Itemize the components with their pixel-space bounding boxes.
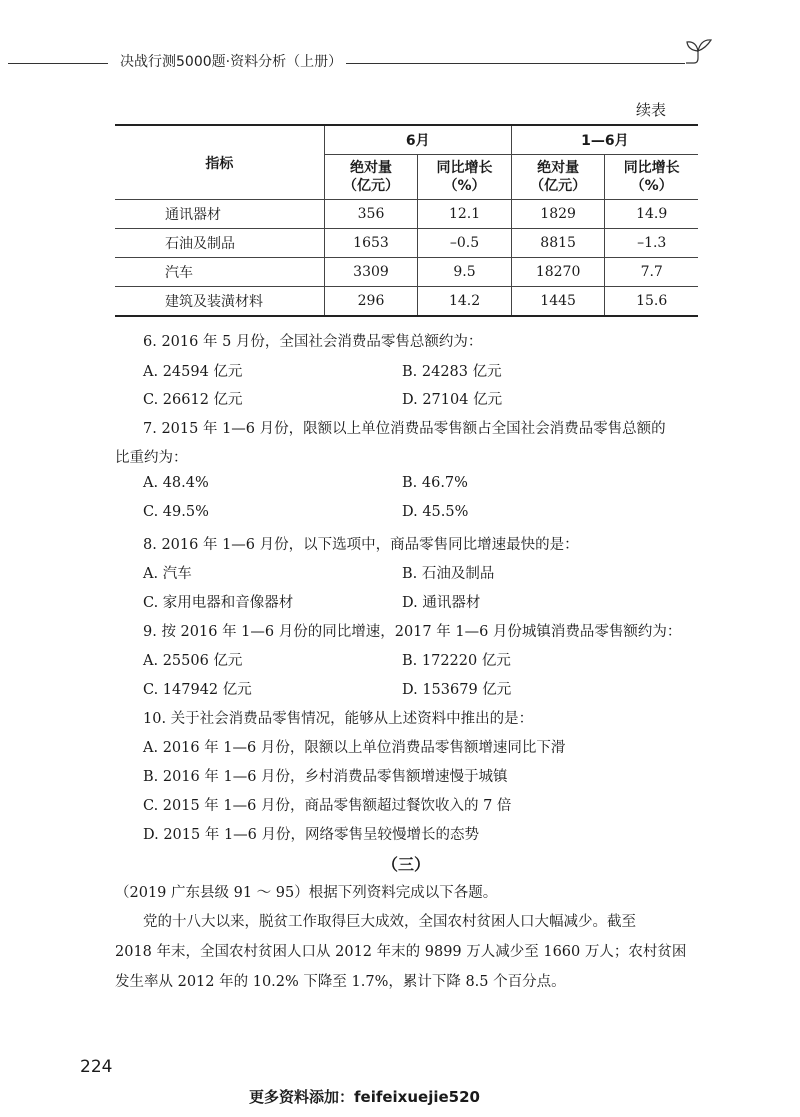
paragraph-line-2: 2018 年末，全国农村贫困人口从 2012 年末的 9899 万人减少至 1660 万人；农村贫困 [115,944,687,960]
question-6-stem: 6. 2016 年 5 月份，全国社会消费品零售总额约为： [143,334,483,350]
cell: 15.6 [605,287,698,317]
table-row [115,229,698,258]
q10-option-d: D. 2015 年 1—6 月份，网络零售呈较慢增长的态势 [143,827,480,843]
cell: 7.7 [605,258,698,287]
q6-option-b: B. 24283 亿元 [402,364,502,380]
q6-option-c: C. 26612 亿元 [143,392,243,408]
q10-option-c: C. 2015 年 1—6 月份，商品零售额超过餐饮收入的 7 倍 [143,798,512,814]
q9-option-b: B. 172220 亿元 [402,653,511,669]
cell: –0.5 [418,229,512,258]
group-header-june: 6月 [324,125,511,155]
table-row [115,200,698,229]
col-header-yoy-june: 同比增长 （%） [418,155,512,200]
question-7-stem: 7. 2015 年 1—6 月份，限额以上单位消费品零售额占全国社会消费品零售总额的 [143,421,666,437]
paragraph-line-1: 党的十八大以来，脱贫工作取得巨大成效，全国农村贫困人口大幅减少。截至 [143,914,636,930]
cell: 1445 [511,287,605,317]
col-header-abs-jan-jun: 绝对量 （亿元） [511,155,605,200]
footer-note: 更多资料添加：feifeixuejie520 [249,1088,480,1106]
retail-sales-table [115,124,698,317]
cell: 3309 [324,258,418,287]
q10-option-b: B. 2016 年 1—6 月份，乡村消费品零售额增速慢于城镇 [143,769,508,785]
table-row [115,287,698,317]
cell: 14.2 [418,287,512,317]
col-header-yoy-jan-jun: 同比增长 （%） [605,155,698,200]
table-corner-header: 指标 [115,125,324,200]
table-row [115,258,698,287]
cell: 9.5 [418,258,512,287]
q10-option-a: A. 2016 年 1—6 月份，限额以上单位消费品零售额增速同比下滑 [143,740,566,756]
q9-option-d: D. 153679 亿元 [402,682,512,698]
q9-option-c: C. 147942 亿元 [143,682,252,698]
q8-option-b: B. 石油及制品 [402,566,495,582]
row-label: 建筑及装潢材料 [115,287,324,317]
question-8-stem: 8. 2016 年 1—6 月份，以下选项中，商品零售同比增速最快的是： [143,537,579,553]
sprout-icon [682,38,716,64]
q8-option-a: A. 汽车 [143,566,192,582]
cell: 356 [324,200,418,229]
section-intro: （2019 广东县级 91 ～ 95）根据下列资料完成以下各题。 [115,885,498,901]
question-7-stem-cont: 比重约为： [115,450,188,466]
q7-option-c: C. 49.5% [143,504,209,520]
q6-option-d: D. 27104 亿元 [402,392,503,408]
question-9-stem: 9. 按 2016 年 1—6 月份的同比增速，2017 年 1—6 月份城镇消费品零售额约为： [143,624,682,640]
row-label: 石油及制品 [115,229,324,258]
q8-option-c: C. 家用电器和音像器材 [143,595,294,611]
header-rule-right [340,63,685,64]
group-header-jan-jun: 1—6月 [511,125,698,155]
cell: 12.1 [418,200,512,229]
cell: 8815 [511,229,605,258]
row-label: 通讯器材 [115,200,324,229]
q8-option-d: D. 通讯器材 [402,595,481,611]
cell: –1.3 [605,229,698,258]
cell: 1653 [324,229,418,258]
q7-option-b: B. 46.7% [402,475,468,491]
page-number: 224 [80,1057,113,1077]
paragraph-line-3: 发生率从 2012 年的 10.2% 下降至 1.7%，累计下降 8.5 个百分点。 [115,974,566,990]
q7-option-d: D. 45.5% [402,504,469,520]
q6-option-a: A. 24594 亿元 [143,364,243,380]
cell: 1829 [511,200,605,229]
q9-option-a: A. 25506 亿元 [143,653,243,669]
cell: 18270 [511,258,605,287]
cell: 14.9 [605,200,698,229]
section-heading: （三） [382,855,431,874]
running-header-title: 决战行测5000题·资料分析（上册） [116,51,346,71]
row-label: 汽车 [115,258,324,287]
col-header-abs-june: 绝对量 （亿元） [324,155,418,200]
table-caption: 续表 [636,101,667,119]
q7-option-a: A. 48.4% [143,475,209,491]
header-rule-left [8,63,108,64]
cell: 296 [324,287,418,317]
question-10-stem: 10. 关于社会消费品零售情况，能够从上述资料中推出的是： [143,711,534,727]
